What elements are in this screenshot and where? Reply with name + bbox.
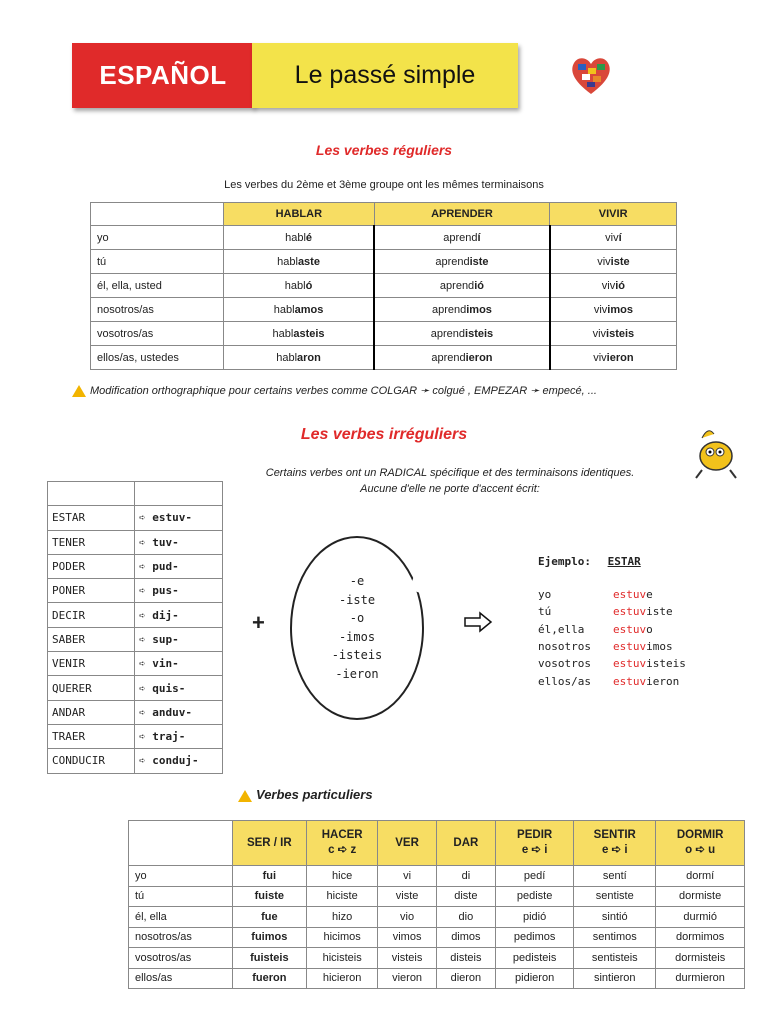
arrow-icon: ➪ [139, 730, 153, 744]
example-label: Ejemplo: [538, 555, 591, 568]
conjugation-cell [550, 322, 677, 346]
verb-stem: habl [276, 351, 298, 364]
verb-ending: ió [615, 279, 626, 292]
radical [135, 724, 223, 748]
example-form [613, 640, 673, 653]
conjugation-cell: sentiste [574, 886, 656, 907]
conjugation-cell [224, 250, 375, 274]
example-stem: estuv [613, 640, 647, 654]
ending: -e [349, 574, 365, 588]
column-verb: PEDIR [517, 829, 553, 841]
conjugation-cell: fueron [232, 968, 306, 989]
conjugation-cell: sentí [574, 866, 656, 887]
conjugation-cell: hiciste [306, 886, 378, 907]
example-pronoun: nosotros [538, 640, 591, 654]
conjugation-cell: hicisteis [306, 948, 378, 969]
conjugation-cell: durmieron [656, 968, 745, 989]
example-row [538, 638, 686, 655]
list-item [48, 530, 223, 554]
conjugation-cell: hicimos [306, 927, 378, 948]
conjugation-cell: pedisteis [496, 948, 574, 969]
radical [135, 579, 223, 603]
list-header-empty [135, 482, 223, 506]
verb-ending: isteis [606, 327, 635, 340]
verb-stem: aprend [431, 351, 466, 364]
list-item [48, 749, 223, 773]
conjugation-cell [550, 274, 677, 298]
arrow-icon: ➪ [139, 584, 153, 598]
conjugation-cell: pediste [496, 886, 574, 907]
ending: -iste [338, 592, 376, 607]
conjugation-cell: fue [232, 907, 306, 928]
column-header [378, 821, 436, 866]
column-header [656, 821, 745, 866]
example-ending: imos [646, 640, 673, 654]
column-change: e ➪ i [601, 844, 628, 856]
table-row [91, 346, 677, 370]
pronoun-cell: vosotros/as [129, 948, 233, 969]
conjugation-cell: dieron [436, 968, 495, 989]
verb-ending: aste [297, 255, 320, 268]
radical-text: quis- [152, 681, 186, 695]
verb-stem: aprend [443, 231, 478, 244]
list-item [48, 652, 223, 676]
infinitive: QUERER [48, 676, 135, 700]
example-stem: estuv [613, 588, 647, 602]
conjugation-cell: dormimos [656, 927, 745, 948]
verb-stem: viv [597, 255, 611, 268]
infinitive: SABER [48, 627, 135, 651]
example-pronoun: él,ella [538, 622, 585, 636]
radical [135, 506, 223, 530]
column-header [436, 821, 495, 866]
outline-arrow-icon [463, 610, 493, 634]
example-form [613, 605, 673, 618]
verb-ending: ó [305, 279, 313, 292]
pronoun-cell: yo [91, 226, 224, 250]
conjugation-cell: durmió [656, 907, 745, 928]
ending: -ieron [335, 666, 379, 681]
conjugation-cell: hizo [306, 907, 378, 928]
verb-ending: iste [469, 255, 489, 268]
endings-list [320, 572, 394, 683]
radical-text: pud- [152, 560, 179, 574]
table-row [129, 907, 745, 928]
table-row [129, 866, 745, 887]
example-ending: e [646, 588, 653, 602]
column-verb: SER / IR [246, 836, 292, 849]
verb-ending: í [477, 231, 481, 244]
conjugation-cell: vi [378, 866, 436, 887]
example-stem: estuv [613, 605, 647, 619]
conjugation-cell: sentisteis [574, 948, 656, 969]
verb-ending: ieron [606, 351, 634, 364]
example-form [613, 657, 686, 670]
conjugation-cell: fui [232, 866, 306, 887]
col-aprender: APRENDER [374, 203, 550, 226]
example-form [613, 588, 653, 601]
table-row [129, 968, 745, 989]
conjugation-cell: fuimos [232, 927, 306, 948]
example-stem: estuv [613, 674, 647, 688]
table-row [129, 948, 745, 969]
conjugation-cell: vieron [378, 968, 436, 989]
arrow-icon: ➪ [139, 705, 153, 719]
conjugation-cell [550, 346, 677, 370]
table-row [91, 250, 677, 274]
conjugation-cell: pedimos [496, 927, 574, 948]
particular-verbs-table [128, 820, 745, 989]
spelling-note-text: Modification orthographique pour certains verbes comme COLGAR ➛ colgué , EMPEZAR ➛ empecé, ... [90, 385, 597, 397]
verb-stem: habl [284, 279, 306, 292]
radical-text: vin- [152, 657, 179, 671]
infinitive: DECIR [48, 603, 135, 627]
radical [135, 603, 223, 627]
arrow-icon: ➪ [139, 560, 153, 574]
regular-verbs-subtitle: Les verbes du 2ème et 3ème groupe ont les mêmes terminaisons [224, 179, 544, 191]
verb-ending: imos [466, 303, 492, 316]
conjugation-cell: vimos [378, 927, 436, 948]
verb-ending: asteis [293, 327, 325, 340]
page-title: Le passé simple [252, 43, 518, 108]
conjugation-cell [374, 346, 550, 370]
radical-text: sup- [152, 632, 179, 646]
arrow-icon: ➪ [139, 657, 153, 671]
conjugation-cell [224, 226, 375, 250]
col-vivir: VIVIR [550, 203, 677, 226]
conjugation-cell: visteis [378, 948, 436, 969]
conjugation-cell: pidió [496, 907, 574, 928]
column-verb: HACER [321, 829, 363, 841]
table-row [129, 927, 745, 948]
plus-sign: + [252, 610, 265, 635]
conjugation-cell: viste [378, 886, 436, 907]
conjugation-cell: vio [378, 907, 436, 928]
conjugation-cell [550, 226, 677, 250]
verb-ending: isteis [465, 327, 494, 340]
verb-ending: é [305, 231, 313, 244]
arrow-icon: ➪ [139, 511, 153, 525]
verb-stem: viv [593, 351, 607, 364]
irregular-verbs-title: Les verbes irréguliers [300, 426, 468, 443]
conjugation-cell [550, 250, 677, 274]
conjugation-cell: sintió [574, 907, 656, 928]
conjugation-cell: fuisteis [232, 948, 306, 969]
conjugation-cell: hice [306, 866, 378, 887]
conjugation-cell: disteis [436, 948, 495, 969]
conjugation-cell [374, 226, 550, 250]
example-form [613, 623, 653, 636]
particular-verbs-heading [238, 787, 373, 802]
verb-stem: aprend [435, 255, 470, 268]
warning-icon [72, 385, 86, 397]
radical [135, 652, 223, 676]
table-row [91, 298, 677, 322]
infinitive: ANDAR [48, 700, 135, 724]
example-stem: estuv [613, 622, 647, 636]
conjugation-cell: dormiste [656, 886, 745, 907]
radical-text: traj- [152, 730, 186, 744]
infinitive: CONDUCIR [48, 749, 135, 773]
radical [135, 627, 223, 651]
infinitive: PONER [48, 579, 135, 603]
irregular-intro-2: Aucune d'elle ne porte d'accent écrit: [360, 483, 540, 495]
ending: -imos [338, 629, 376, 644]
conjugation-cell [374, 322, 550, 346]
list-item [48, 554, 223, 578]
pronoun-cell: nosotros/as [91, 298, 224, 322]
radical [135, 676, 223, 700]
irregular-intro-1: Certains verbes ont un RADICAL spécifique et des terminaisons identiques. [265, 467, 635, 479]
warning-icon [238, 790, 252, 802]
conjugation-cell [224, 346, 375, 370]
conjugation-cell: fuiste [232, 886, 306, 907]
example-ending: isteis [646, 657, 686, 671]
infinitive: ESTAR [48, 506, 135, 530]
example-row [538, 655, 686, 672]
arrow-icon: ➪ [139, 632, 153, 646]
column-change: c ➪ z [328, 844, 357, 856]
table-row [91, 322, 677, 346]
regular-verbs-title: Les verbes réguliers [315, 142, 453, 158]
infinitive: VENIR [48, 652, 135, 676]
verb-stem: habl [285, 231, 306, 244]
verb-ending: ieron [465, 351, 493, 364]
verb-stem: habl [272, 327, 294, 340]
list-item [48, 700, 223, 724]
example-pronoun: tú [538, 605, 552, 619]
verb-ending: aron [297, 351, 321, 364]
particular-verbs-title: Verbes particuliers [256, 787, 373, 802]
conjugation-cell [224, 322, 375, 346]
example-row [538, 621, 686, 638]
language-banner: ESPAÑOL [72, 43, 254, 108]
column-change: e ➪ i [521, 844, 548, 856]
verb-stem: habl [277, 255, 298, 268]
verb-ending: iste [610, 255, 630, 268]
example-verb: ESTAR [607, 555, 641, 568]
example-row [538, 586, 686, 603]
example-pronoun: vosotros [538, 657, 591, 671]
radical-text: pus- [152, 584, 179, 598]
irregular-verbs-table [47, 481, 223, 774]
pronoun-cell: él, ella [129, 907, 233, 928]
conjugation-cell [374, 274, 550, 298]
verb-ending: amos [294, 303, 324, 316]
table-corner [129, 821, 233, 866]
pronoun-cell: ellos/as [129, 968, 233, 989]
radical [135, 530, 223, 554]
verb-stem: viv [601, 279, 616, 292]
verb-ending: í [618, 231, 622, 244]
infinitive: TRAER [48, 724, 135, 748]
verb-stem: viv [593, 303, 608, 316]
conjugation-cell: sentimos [574, 927, 656, 948]
infinitive: PODER [48, 554, 135, 578]
pronoun-cell: tú [129, 886, 233, 907]
conjugation-cell [224, 274, 375, 298]
conjugation-cell: pidieron [496, 968, 574, 989]
column-change: o ➪ u [685, 844, 716, 856]
conjugation-cell: diste [436, 886, 495, 907]
pronoun-cell: nosotros/as [129, 927, 233, 948]
conjugation-cell [374, 250, 550, 274]
col-hablar: HABLAR [224, 203, 375, 226]
example-row [538, 603, 686, 620]
radical [135, 554, 223, 578]
conjugation-cell: dormisteis [656, 948, 745, 969]
conjugation-cell: dio [436, 907, 495, 928]
conjugation-cell: sintieron [574, 968, 656, 989]
radical-text: anduv- [152, 705, 192, 719]
radical [135, 700, 223, 724]
verb-ending: imos [607, 303, 633, 316]
example-ending: ieron [646, 674, 680, 688]
conjugation-cell: di [436, 866, 495, 887]
arrow-icon: ➪ [139, 535, 153, 549]
verb-stem: aprend [431, 303, 467, 316]
conjugation-cell: pedí [496, 866, 574, 887]
ending: -isteis [331, 648, 383, 662]
column-header [574, 821, 656, 866]
verb-ending: ió [474, 279, 484, 292]
conjugation-cell [374, 298, 550, 322]
list-header-empty [48, 482, 135, 506]
verb-stem: aprend [430, 327, 466, 340]
example-block [538, 555, 686, 690]
list-item [48, 724, 223, 748]
column-header [306, 821, 378, 866]
column-verb: VER [395, 836, 419, 849]
column-verb: SENTIR [593, 829, 636, 841]
ending: -o [349, 611, 365, 625]
conjugation-cell: hicieron [306, 968, 378, 989]
verb-stem: aprend [439, 279, 475, 292]
table-row [91, 274, 677, 298]
table-row [91, 226, 677, 250]
conjugation-cell [224, 298, 375, 322]
arrow-icon: ➪ [139, 681, 153, 695]
example-row [538, 672, 686, 689]
flags-heart-icon [568, 52, 614, 98]
example-pronoun: yo [538, 588, 552, 602]
list-item [48, 506, 223, 530]
radical-text: dij- [152, 608, 179, 622]
example-ending: o [646, 622, 653, 636]
list-item [48, 603, 223, 627]
column-verb: DORMIR [676, 829, 724, 841]
conjugation-cell [550, 298, 677, 322]
table-corner [91, 203, 224, 226]
verb-stem: viv [605, 231, 619, 244]
pronoun-cell: tú [91, 250, 224, 274]
list-item [48, 579, 223, 603]
example-form [613, 675, 679, 688]
arrow-icon: ➪ [139, 754, 153, 768]
pronoun-cell: él, ella, usted [91, 274, 224, 298]
table-row [129, 886, 745, 907]
regular-verbs-table [90, 202, 677, 370]
radical [135, 749, 223, 773]
list-item [48, 627, 223, 651]
pronoun-cell: vosotros/as [91, 322, 224, 346]
spelling-note [72, 384, 597, 397]
list-item [48, 676, 223, 700]
conjugation-cell: dimos [436, 927, 495, 948]
infinitive: TENER [48, 530, 135, 554]
column-header [232, 821, 306, 866]
verb-stem: habl [273, 303, 295, 316]
pronoun-cell: yo [129, 866, 233, 887]
example-stem: estuv [613, 657, 647, 671]
example-pronoun: ellos/as [538, 674, 591, 688]
column-header [496, 821, 574, 866]
verb-stem: viv [592, 327, 607, 340]
pronoun-cell: ellos/as, ustedes [91, 346, 224, 370]
radical-text: conduj- [152, 754, 199, 768]
column-verb: DAR [453, 836, 479, 849]
example-ending: iste [646, 605, 673, 619]
arrow-icon: ➪ [139, 608, 153, 622]
radical-text: tuv- [152, 535, 179, 549]
conjugation-cell: dormí [656, 866, 745, 887]
radical-text: estuv- [152, 511, 192, 525]
